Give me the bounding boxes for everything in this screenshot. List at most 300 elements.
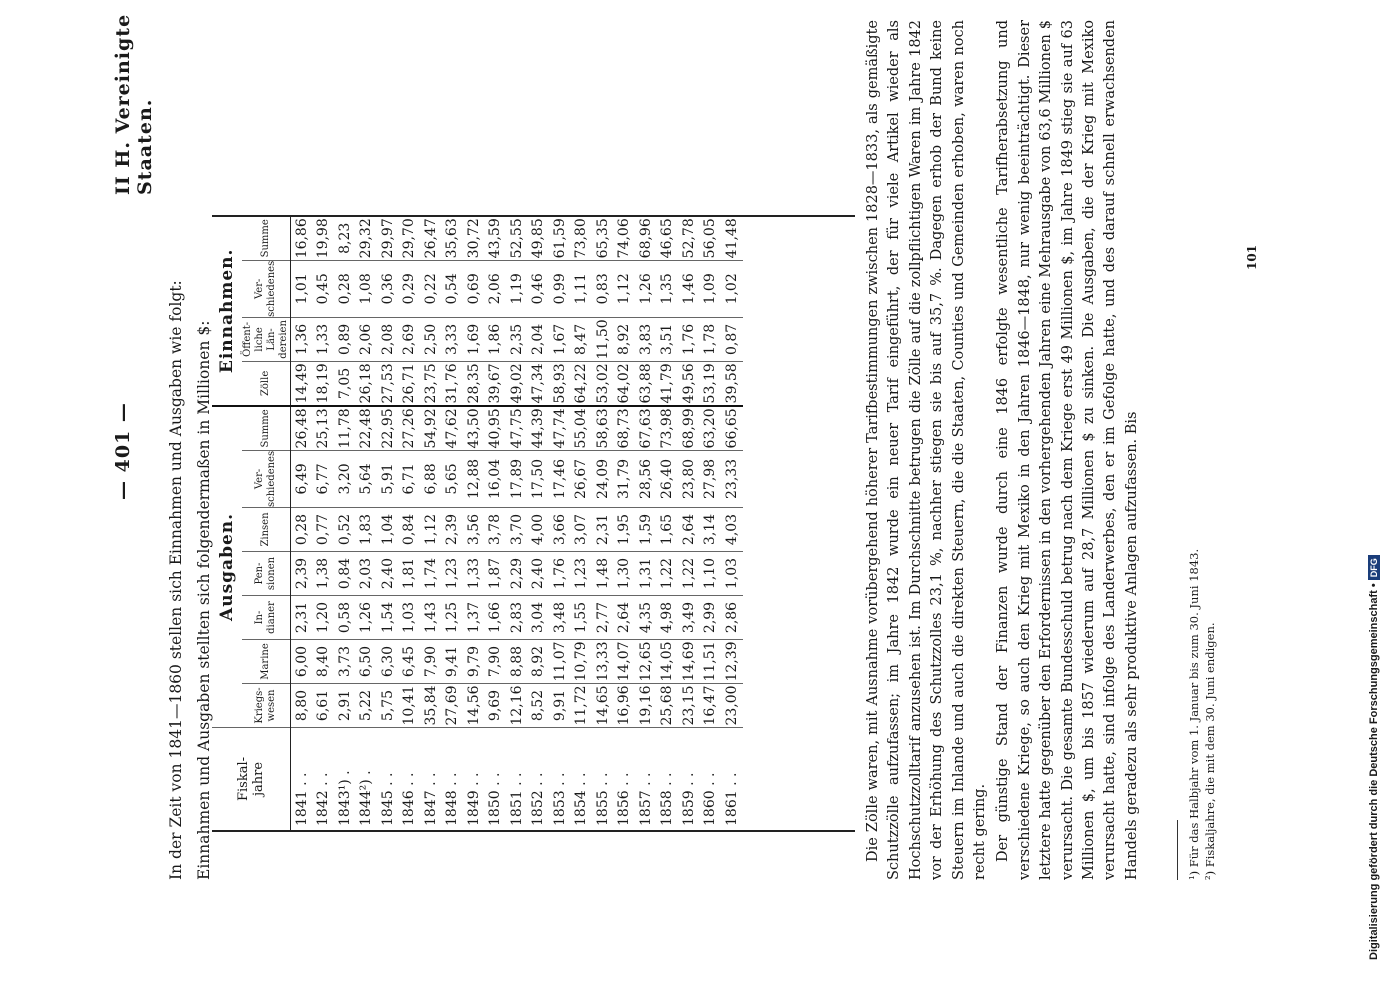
value-cell: 14,69 <box>678 640 700 684</box>
value-cell: 9,41 <box>442 640 464 684</box>
year-cell: 1843¹) . <box>336 770 353 826</box>
value-cell: 1,11 <box>571 260 593 317</box>
value-cell: 17,46 <box>549 450 571 507</box>
value-cell: 47,74 <box>549 406 571 451</box>
value-cell: 1,08 <box>356 260 378 317</box>
value-cell: 2,39 <box>442 508 464 552</box>
column-header: Ver- schiedenes <box>242 260 291 317</box>
column-header: Zinsen <box>242 508 291 552</box>
value-cell: 0,58 <box>334 596 356 640</box>
value-cell: 8,47 <box>571 317 593 361</box>
table-wrapper <box>212 215 855 832</box>
value-cell: 0,69 <box>463 260 485 317</box>
value-cell: 11,72 <box>571 684 593 728</box>
value-cell: 1,37 <box>463 596 485 640</box>
value-cell: 1,86 <box>485 317 507 361</box>
value-cell: 8,40 <box>313 640 335 684</box>
value-cell: 2,06 <box>356 317 378 361</box>
value-cell: 65,35 <box>592 217 614 261</box>
value-cell: 26,40 <box>657 450 679 507</box>
value-cell: 1,74 <box>420 552 442 596</box>
value-cell: 1,33 <box>313 317 335 361</box>
value-cell: 25,68 <box>657 684 679 728</box>
value-cell: 1,02 <box>721 260 743 317</box>
value-cell: 44,39 <box>528 406 550 451</box>
value-cell: 1,35 <box>657 260 679 317</box>
value-cell: 64,22 <box>571 361 593 406</box>
value-cell: 67,63 <box>635 406 657 451</box>
table-row <box>614 217 636 830</box>
value-cell: 17,50 <box>528 450 550 507</box>
value-cell: 2,99 <box>700 596 722 640</box>
value-cell: 1,66 <box>485 596 507 640</box>
value-cell: 2,77 <box>592 596 614 640</box>
table-row <box>463 217 485 830</box>
value-cell: 1,20 <box>313 596 335 640</box>
intro-line-2: Einnahmen und Ausgaben stellten sich folgendermaßen in Millionen $: <box>195 320 213 880</box>
table-row <box>657 217 679 830</box>
value-cell: 73,80 <box>571 217 593 261</box>
value-cell: 2,04 <box>528 317 550 361</box>
value-cell: 1,04 <box>377 508 399 552</box>
table-row <box>635 217 657 830</box>
value-cell: 1,09 <box>700 260 722 317</box>
value-cell: 0,84 <box>334 552 356 596</box>
value-cell: 1,38 <box>313 552 335 596</box>
value-cell: 16,04 <box>485 450 507 507</box>
value-cell: 4,00 <box>528 508 550 552</box>
value-cell: 26,47 <box>420 217 442 261</box>
value-cell: 2,08 <box>377 317 399 361</box>
value-cell: 18,19 <box>313 361 335 406</box>
value-cell: 11,07 <box>549 640 571 684</box>
value-cell: 61,59 <box>549 217 571 261</box>
value-cell: 68,73 <box>614 406 636 451</box>
value-cell: 23,00 <box>721 684 743 728</box>
value-cell: 0,54 <box>442 260 464 317</box>
value-cell: 1,48 <box>592 552 614 596</box>
value-cell: 3,04 <box>528 596 550 640</box>
value-cell: 47,75 <box>506 406 528 451</box>
value-cell: 23,15 <box>678 684 700 728</box>
value-cell: 6,00 <box>291 640 313 684</box>
intro-line-1: In der Zeit von 1841—1860 stellen sich Einnahmen und Ausgaben wie folgt: <box>167 280 185 880</box>
value-cell: 6,88 <box>420 450 442 507</box>
value-cell: 39,67 <box>485 361 507 406</box>
value-cell: 52,55 <box>506 217 528 261</box>
value-cell: 2,29 <box>506 552 528 596</box>
value-cell: 16,47 <box>700 684 722 728</box>
value-cell: 16,86 <box>291 217 313 261</box>
value-cell: 68,96 <box>635 217 657 261</box>
column-header: Summe <box>242 406 291 451</box>
value-cell: 49,02 <box>506 361 528 406</box>
column-header: Ver- schiedenes <box>242 450 291 507</box>
table-row <box>528 217 550 830</box>
value-cell: 49,56 <box>678 361 700 406</box>
value-cell: 47,34 <box>528 361 550 406</box>
page-number: — 401 — <box>112 402 134 500</box>
value-cell: 1,83 <box>356 508 378 552</box>
value-cell: 1,65 <box>657 508 679 552</box>
value-cell: 28,35 <box>463 361 485 406</box>
value-cell: 2,40 <box>528 552 550 596</box>
value-cell: 1,87 <box>485 552 507 596</box>
value-cell: 1,76 <box>549 552 571 596</box>
value-cell: 2,64 <box>614 596 636 640</box>
value-cell: 14,05 <box>657 640 679 684</box>
value-cell: 3,78 <box>485 508 507 552</box>
value-cell: 6,30 <box>377 640 399 684</box>
table-row <box>291 217 313 830</box>
value-cell: 1,23 <box>442 552 464 596</box>
value-cell: 12,88 <box>463 450 485 507</box>
value-cell: 0,28 <box>291 508 313 552</box>
value-cell: 39,58 <box>721 361 743 406</box>
value-cell: 26,67 <box>571 450 593 507</box>
value-cell: 0,87 <box>721 317 743 361</box>
value-cell: 6,77 <box>313 450 335 507</box>
footnote-1: ¹) Für das Halbjahr vom 1. Januar bis zum 30. Juni 1843. <box>1187 548 1201 880</box>
value-cell: 2,31 <box>592 508 614 552</box>
value-cell: 14,49 <box>291 361 313 406</box>
value-cell: 1,22 <box>657 552 679 596</box>
column-header: Öffent- liche Län- dereien <box>242 317 291 361</box>
year-cell: 1853 . . <box>551 772 568 826</box>
value-cell: 17,89 <box>506 450 528 507</box>
value-cell: 0,45 <box>313 260 335 317</box>
value-cell: 1,26 <box>356 596 378 640</box>
year-cell: 1848 . . <box>444 772 461 826</box>
column-header: Kriegs- wesen <box>242 684 291 728</box>
table-row <box>356 217 378 830</box>
value-cell: 29,97 <box>377 217 399 261</box>
value-cell: 8,92 <box>614 317 636 361</box>
value-cell: 49,85 <box>528 217 550 261</box>
section-title: II H. Vereinigte Staaten. <box>112 13 156 195</box>
value-cell: 27,26 <box>399 406 421 451</box>
value-cell: 7,05 <box>334 361 356 406</box>
value-cell: 2,31 <box>291 596 313 640</box>
value-cell: 64,02 <box>614 361 636 406</box>
value-cell: 27,98 <box>700 450 722 507</box>
year-cell: 1854 . . <box>573 772 590 826</box>
year-header: Fiskal- jahre <box>212 728 291 831</box>
value-cell: 16,96 <box>614 684 636 728</box>
value-cell: 29,70 <box>399 217 421 261</box>
year-cell: 1841 . . <box>293 772 310 826</box>
value-cell: 12,39 <box>721 640 743 684</box>
value-cell: 3,49 <box>678 596 700 640</box>
year-cell: 1859 . . <box>680 772 697 826</box>
year-cell: 1860 . . <box>702 772 719 826</box>
value-cell: 19,98 <box>313 217 335 261</box>
value-cell: 26,71 <box>399 361 421 406</box>
value-cell: 1,59 <box>635 508 657 552</box>
value-cell: 1,23 <box>571 552 593 596</box>
digitization-note <box>1368 555 1380 960</box>
table-row <box>399 217 421 830</box>
value-cell: 6,71 <box>399 450 421 507</box>
table-row <box>700 217 722 830</box>
value-cell: 23,80 <box>678 450 700 507</box>
value-cell: 2,91 <box>334 684 356 728</box>
value-cell: 23,75 <box>420 361 442 406</box>
value-cell: 1,31 <box>635 552 657 596</box>
table-row <box>721 217 743 830</box>
value-cell: 1,33 <box>463 552 485 596</box>
value-cell: 12,16 <box>506 684 528 728</box>
table-row <box>571 217 593 830</box>
table-row <box>442 217 464 830</box>
value-cell: 1,30 <box>614 552 636 596</box>
value-cell: 55,04 <box>571 406 593 451</box>
table-row <box>549 217 571 830</box>
value-cell: 0,77 <box>313 508 335 552</box>
value-cell: 0,89 <box>334 317 356 361</box>
table-row <box>592 217 614 830</box>
value-cell: 5,64 <box>356 450 378 507</box>
value-cell: 3,56 <box>463 508 485 552</box>
value-cell: 1,10 <box>700 552 722 596</box>
value-cell: 47,62 <box>442 406 464 451</box>
ausgaben-group-header: Ausgaben. <box>212 406 242 728</box>
value-cell: 1,12 <box>420 508 442 552</box>
value-cell: 1,54 <box>377 596 399 640</box>
value-cell: 22,48 <box>356 406 378 451</box>
value-cell: 1,43 <box>420 596 442 640</box>
value-cell: 1,19 <box>506 260 528 317</box>
table-row <box>334 217 356 830</box>
paragraph-1: Die Zölle waren, mit Ausnahme vorübergehend höherer Tarifbestimmungen zwischen 1828—1833, als gemäßigte Schutzzölle aufzufassen; im Jahre 1842 wurde ein neuer Tarif eingeführt, der für viele Artikel wieder als Hochschutzzolltarif anzusehen ist. Im Durchschnitte betrugen die Zölle auf die zollpflichtigen Waren im Jahre 1842 vor der Erhöhung des Schutzzolles 23,1 %, nachher stiegen sie bis auf 35,7 %. Dagegen erhob der Bund keine Steuern im Inlande und auch die direkten Steuern, die die Staaten, Counties und Gemeinden erhoben, waren noch recht gering. <box>865 20 989 880</box>
value-cell: 3,83 <box>635 317 657 361</box>
value-cell: 4,98 <box>657 596 679 640</box>
footer-page-number: 101 <box>1245 244 1259 270</box>
year-cell: 1842 . . <box>315 772 332 826</box>
year-cell: 1847 . . <box>422 772 439 826</box>
year-cell: 1850 . . <box>487 772 504 826</box>
value-cell: 0,84 <box>399 508 421 552</box>
value-cell: 14,56 <box>463 684 485 728</box>
value-cell: 6,49 <box>291 450 313 507</box>
column-header: Marine <box>242 640 291 684</box>
value-cell: 1,78 <box>700 317 722 361</box>
year-cell: 1852 . . <box>530 772 547 826</box>
value-cell: 26,18 <box>356 361 378 406</box>
value-cell: 73,98 <box>657 406 679 451</box>
value-cell: 0,52 <box>334 508 356 552</box>
value-cell: 43,50 <box>463 406 485 451</box>
value-cell: 54,92 <box>420 406 442 451</box>
value-cell: 0,29 <box>399 260 421 317</box>
value-cell: 8,92 <box>528 640 550 684</box>
value-cell: 10,79 <box>571 640 593 684</box>
value-cell: 4,03 <box>721 508 743 552</box>
value-cell: 11,50 <box>592 317 614 361</box>
value-cell: 31,76 <box>442 361 464 406</box>
value-cell: 10,41 <box>399 684 421 728</box>
value-cell: 2,40 <box>377 552 399 596</box>
table-row <box>377 217 399 830</box>
value-cell: 3,51 <box>657 317 679 361</box>
value-cell: 1,03 <box>721 552 743 596</box>
value-cell: 9,79 <box>463 640 485 684</box>
year-cell: 1845 . . <box>379 772 396 826</box>
dfg-logo: DFG <box>1368 555 1380 580</box>
value-cell: 25,13 <box>313 406 335 451</box>
value-cell: 5,65 <box>442 450 464 507</box>
footnote-rule <box>1177 820 1178 880</box>
value-cell: 3,07 <box>571 508 593 552</box>
paragraph-2: Der günstige Stand der Finanzen wurde durch eine 1846 erfolgte wesentliche Tarifherabsetzung und verschiedene Kriege, so auch den Krieg mit Mexiko in den Jahren 1846—1848, nur wenig beeinträchtigt. Dieser letztere hatte gegenüber den Erfordernissen in den vorhergehenden Jahren eine Mehrausgabe von 63,6 Millionen $ verursacht. Die gesamte Bundesschuld betrug nach dem Kriege erst 49 Millionen $, im Jahre 1849 stieg sie auf 63 Millionen $, um bis 1857 wiederum auf 28,7 Millionen $ zu sinken. Die Ausgaben, die der Krieg mit Mexiko verursacht hatte, sind infolge des Landerwerbes, den er im Gefolge hatte, und des darauf schnell erwachsenden Handels geradezu als sehr produktive Anlagen aufzufassen. Bis <box>995 20 1140 880</box>
value-cell: 0,83 <box>592 260 614 317</box>
value-cell: 3,48 <box>549 596 571 640</box>
value-cell: 1,26 <box>635 260 657 317</box>
value-cell: 6,61 <box>313 684 335 728</box>
value-cell: 1,95 <box>614 508 636 552</box>
intro-text <box>162 20 218 880</box>
value-cell: 1,81 <box>399 552 421 596</box>
value-cell: 1,22 <box>678 552 700 596</box>
value-cell: 2,35 <box>506 317 528 361</box>
value-cell: 8,52 <box>528 684 550 728</box>
value-cell: 1,46 <box>678 260 700 317</box>
value-cell: 1,01 <box>291 260 313 317</box>
value-cell: 8,23 <box>334 217 356 261</box>
value-cell: 28,56 <box>635 450 657 507</box>
year-cell: 1846 . . <box>401 772 418 826</box>
value-cell: 7,90 <box>485 640 507 684</box>
value-cell: 35,84 <box>420 684 442 728</box>
table-row <box>485 217 507 830</box>
table-row <box>313 217 335 830</box>
table-row <box>420 217 442 830</box>
finance-table <box>212 217 743 830</box>
value-cell: 3,33 <box>442 317 464 361</box>
value-cell: 2,83 <box>506 596 528 640</box>
value-cell: 1,76 <box>678 317 700 361</box>
value-cell: 9,91 <box>549 684 571 728</box>
value-cell: 41,48 <box>721 217 743 261</box>
value-cell: 24,09 <box>592 450 614 507</box>
value-cell: 0,36 <box>377 260 399 317</box>
year-cell: 1851 . . <box>508 772 525 826</box>
year-cell: 1858 . . <box>659 772 676 826</box>
value-cell: 31,79 <box>614 450 636 507</box>
value-cell: 2,86 <box>721 596 743 640</box>
year-cell: 1855 . . <box>594 772 611 826</box>
footnote-2: ²) Fiskaljahre, die mit dem 30. Juni endigen. <box>1203 622 1217 880</box>
value-cell: 1,55 <box>571 596 593 640</box>
value-cell: 1,67 <box>549 317 571 361</box>
value-cell: 5,91 <box>377 450 399 507</box>
value-cell: 1,69 <box>463 317 485 361</box>
einnahmen-group-header: Einnahmen. <box>212 217 242 406</box>
value-cell: 29,32 <box>356 217 378 261</box>
value-cell: 7,90 <box>420 640 442 684</box>
value-cell: 5,22 <box>356 684 378 728</box>
column-header: Pen- sionen <box>242 552 291 596</box>
value-cell: 13,33 <box>592 640 614 684</box>
value-cell: 30,72 <box>463 217 485 261</box>
value-cell: 27,53 <box>377 361 399 406</box>
year-cell: 1844²) . <box>358 770 375 826</box>
value-cell: 43,59 <box>485 217 507 261</box>
table-row <box>678 217 700 830</box>
column-header: Zölle <box>242 361 291 406</box>
value-cell: 63,88 <box>635 361 657 406</box>
value-cell: 9,69 <box>485 684 507 728</box>
value-cell: 22,95 <box>377 406 399 451</box>
value-cell: 14,07 <box>614 640 636 684</box>
value-cell: 4,35 <box>635 596 657 640</box>
column-header: In- dianer <box>242 596 291 640</box>
value-cell: 6,45 <box>399 640 421 684</box>
value-cell: 5,75 <box>377 684 399 728</box>
value-cell: 0,28 <box>334 260 356 317</box>
column-header: Summe <box>242 217 291 261</box>
value-cell: 27,69 <box>442 684 464 728</box>
table-row <box>506 217 528 830</box>
value-cell: 1,03 <box>399 596 421 640</box>
value-cell: 68,99 <box>678 406 700 451</box>
value-cell: 0,99 <box>549 260 571 317</box>
value-cell: 3,66 <box>549 508 571 552</box>
digitization-text: Digitalisierung gefördert durch die Deutsche Forschungsgemeinschaft • <box>1368 583 1380 960</box>
value-cell: 6,50 <box>356 640 378 684</box>
value-cell: 14,65 <box>592 684 614 728</box>
value-cell: 2,69 <box>399 317 421 361</box>
value-cell: 2,03 <box>356 552 378 596</box>
value-cell: 46,65 <box>657 217 679 261</box>
year-cell: 1849 . . <box>465 772 482 826</box>
year-cell: 1861 . . <box>723 772 740 826</box>
value-cell: 2,39 <box>291 552 313 596</box>
value-cell: 0,46 <box>528 260 550 317</box>
value-cell: 26,48 <box>291 406 313 451</box>
value-cell: 1,25 <box>442 596 464 640</box>
value-cell: 3,70 <box>506 508 528 552</box>
value-cell: 41,79 <box>657 361 679 406</box>
value-cell: 11,78 <box>334 406 356 451</box>
value-cell: 58,93 <box>549 361 571 406</box>
value-cell: 53,02 <box>592 361 614 406</box>
value-cell: 63,20 <box>700 406 722 451</box>
value-cell: 35,63 <box>442 217 464 261</box>
body-text <box>863 20 1143 880</box>
value-cell: 3,73 <box>334 640 356 684</box>
value-cell: 8,88 <box>506 640 528 684</box>
year-cell: 1857 . . <box>637 772 654 826</box>
value-cell: 12,65 <box>635 640 657 684</box>
value-cell: 3,20 <box>334 450 356 507</box>
footnotes <box>1186 20 1218 880</box>
value-cell: 8,80 <box>291 684 313 728</box>
value-cell: 1,12 <box>614 260 636 317</box>
value-cell: 66,65 <box>721 406 743 451</box>
value-cell: 74,06 <box>614 217 636 261</box>
value-cell: 56,05 <box>700 217 722 261</box>
value-cell: 2,50 <box>420 317 442 361</box>
value-cell: 23,33 <box>721 450 743 507</box>
value-cell: 11,51 <box>700 640 722 684</box>
value-cell: 52,78 <box>678 217 700 261</box>
value-cell: 40,95 <box>485 406 507 451</box>
value-cell: 19,16 <box>635 684 657 728</box>
year-cell: 1856 . . <box>616 772 633 826</box>
value-cell: 58,63 <box>592 406 614 451</box>
value-cell: 1,36 <box>291 317 313 361</box>
